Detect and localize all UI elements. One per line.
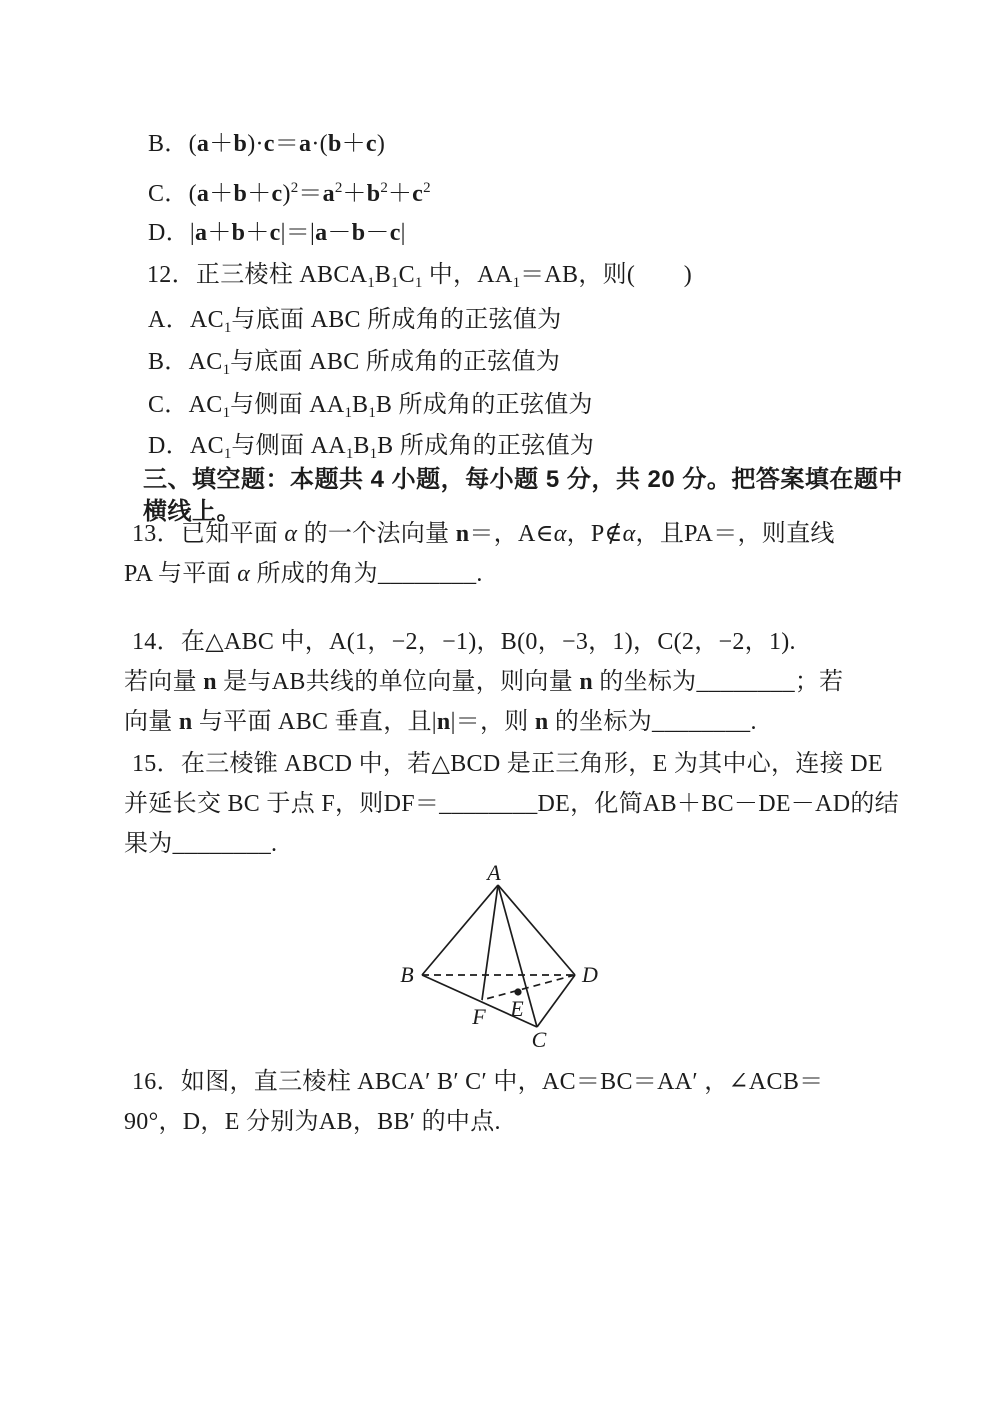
text-segment: － (365, 220, 390, 246)
q12-stem (147, 259, 692, 299)
text-segment: 的坐标为________；若 (592, 669, 844, 695)
text-segment: ＋ (342, 181, 367, 207)
q15-line2 (124, 788, 899, 820)
text-segment: B 所成角的正弦值为 (375, 392, 593, 418)
text-segment: ·( (311, 131, 328, 157)
text-segment: 2 (380, 180, 388, 196)
tetrahedron-figure (393, 858, 618, 1058)
label-d: D (582, 962, 598, 987)
q13-line1 (132, 518, 835, 550)
text-segment: b (366, 181, 381, 207)
label-e: E (510, 996, 524, 1021)
text-segment: 1 (344, 405, 353, 421)
text-segment: 90°，D，E 分别为AB，BB′ 的中点. (124, 1109, 501, 1135)
text-segment: ＋ (387, 181, 413, 207)
text-segment: c (412, 181, 424, 207)
text-segment: 1 (223, 446, 232, 462)
text-segment: | (400, 220, 406, 246)
text-segment: c (365, 131, 377, 157)
text-segment: c (263, 131, 275, 157)
text-segment: 的坐标为________. (548, 709, 757, 735)
point-e-dot (514, 988, 521, 995)
text-segment: C (398, 262, 415, 288)
text-segment: 1 (223, 320, 232, 336)
text-segment: ＝ (274, 131, 300, 157)
text-segment: 1 (222, 405, 231, 421)
text-segment: α (284, 521, 298, 547)
text-segment: c (271, 181, 283, 207)
text-segment: B (374, 262, 392, 288)
text-segment: b (231, 220, 246, 246)
q14-line2 (124, 666, 843, 698)
text-segment: PA 与平面 (124, 561, 238, 587)
text-segment: 并延长交 BC 于点 F，则DF＝________DE，化简AB＋BC－DE－AD的结 (124, 791, 899, 817)
text-segment: 15．在三棱锥 ABCD 中，若△BCD 是正三角形，E 为其中心，连接 DE (132, 751, 883, 777)
text-segment: a (196, 131, 210, 157)
q12-option-a (148, 304, 562, 344)
text-segment: ，P∉ (566, 521, 623, 547)
text-segment: |＝| (280, 220, 316, 246)
text-segment: n (436, 709, 451, 735)
label-a: A (487, 860, 501, 885)
q15-line1 (132, 748, 883, 780)
text-segment: n (534, 709, 549, 735)
text-segment: 与平面 ABC 垂直，且| (192, 709, 437, 735)
text-segment: B (353, 433, 370, 459)
text-segment: a (315, 220, 328, 246)
text-segment: D．AC (148, 433, 224, 459)
text-segment: b (233, 181, 248, 207)
text-segment: α (553, 521, 567, 547)
text-segment: － (327, 220, 352, 246)
q16-line1 (132, 1066, 823, 1098)
text-segment: B．AC (148, 349, 223, 375)
text-segment: ＝，A∈ (469, 521, 554, 547)
text-segment: ＋ (247, 181, 272, 207)
text-segment: )· (247, 131, 264, 157)
text-segment: 16．如图，直三棱柱 ABCA′ B′ C′ 中，AC＝BC＝AA′ ，∠ACB＝ (132, 1069, 824, 1095)
text-segment: 横线上。 (143, 498, 241, 525)
text-segment: 2 (334, 180, 343, 196)
text-segment: 1 (222, 362, 231, 378)
q11-option-c (148, 172, 431, 210)
edge-cd (537, 975, 575, 1027)
q12-option-c (148, 389, 593, 429)
text-segment: 1 (512, 275, 521, 291)
text-segment: A．AC (148, 307, 224, 333)
q13-line2 (124, 558, 483, 590)
text-segment: 2 (423, 180, 431, 196)
text-segment: a (322, 181, 335, 207)
text-segment: 1 (367, 275, 375, 291)
q14-line3 (124, 706, 757, 738)
label-c: C (531, 1027, 547, 1052)
text-segment: 是与AB共线的单位向量，则向量 (216, 669, 580, 695)
q11-option-d (148, 217, 406, 249)
text-segment: 向量 (124, 709, 179, 735)
text-segment: 三、填空题：本题共 4 小题，每小题 5 分，共 20 分。把答案填在题中 (143, 466, 903, 493)
text-segment: 果为________. (124, 831, 278, 857)
text-segment: ＝AB，则( ) (520, 262, 693, 288)
q14-line1 (132, 626, 796, 658)
q15-line3 (124, 828, 277, 860)
q16-line2 (124, 1106, 501, 1138)
text-segment: ) (376, 131, 386, 157)
text-segment: n (455, 521, 470, 547)
text-segment: ，且PA＝，则直线 (635, 521, 835, 547)
text-segment: c (389, 220, 401, 246)
text-segment: ＋ (209, 131, 234, 157)
text-segment: c (269, 220, 281, 246)
text-segment: 2 (290, 180, 299, 196)
text-segment: 与底面 ABC 所成角的正弦值为 (231, 307, 562, 333)
text-segment: α (237, 561, 251, 587)
text-segment: 与底面 ABC 所成角的正弦值为 (230, 349, 561, 375)
text-segment: b (233, 131, 248, 157)
text-segment: ＋ (341, 131, 366, 157)
label-f: F (472, 1004, 486, 1029)
text-segment: α (622, 521, 636, 547)
text-segment: C．( (148, 181, 197, 207)
text-segment: 若向量 (124, 669, 204, 695)
text-segment: b (327, 131, 342, 157)
text-segment: n (178, 709, 193, 735)
text-segment: ＝ (298, 181, 323, 207)
text-segment: 所成的角为________. (250, 561, 483, 587)
q11-option-b (148, 128, 385, 160)
text-segment: n (203, 669, 217, 695)
label-b: B (400, 962, 414, 987)
q12-option-b (148, 346, 560, 386)
text-segment: 1 (391, 275, 399, 291)
text-segment: B．( (148, 131, 197, 157)
text-segment: ＋ (245, 220, 270, 246)
text-segment: a (299, 131, 312, 157)
text-segment: |＝，则 (450, 709, 535, 735)
text-segment: 12．正三棱柱 ABCA (147, 262, 368, 288)
text-segment: 与侧面 AA (231, 433, 346, 459)
text-segment: n (579, 669, 593, 695)
text-segment: 1 (368, 405, 376, 421)
text-segment: ) (282, 181, 291, 207)
text-segment: b (351, 220, 366, 246)
text-segment: B 所成角的正弦值为 (377, 433, 595, 459)
text-segment: C．AC (148, 392, 223, 418)
text-segment: ＋ (207, 220, 232, 246)
text-segment: 的一个法向量 (297, 521, 456, 547)
text-segment: a (195, 220, 208, 246)
text-segment: 1 (369, 446, 378, 462)
text-segment: 与侧面 AA (230, 392, 345, 418)
text-segment: ＋ (209, 181, 234, 207)
text-segment: 中，AA (422, 262, 513, 288)
text-segment: 1 (345, 446, 354, 462)
text-segment: 1 (414, 275, 423, 291)
section3-header-line1 (143, 464, 903, 496)
text-segment: 13．已知平面 (132, 521, 285, 547)
text-segment: 14．在△ABC 中，A(1，−2，−1)，B(0，−3，1)，C(2，−2，1). (132, 629, 796, 655)
text-segment: a (196, 181, 210, 207)
text-segment: B (352, 392, 369, 418)
text-segment: D．| (148, 220, 196, 246)
